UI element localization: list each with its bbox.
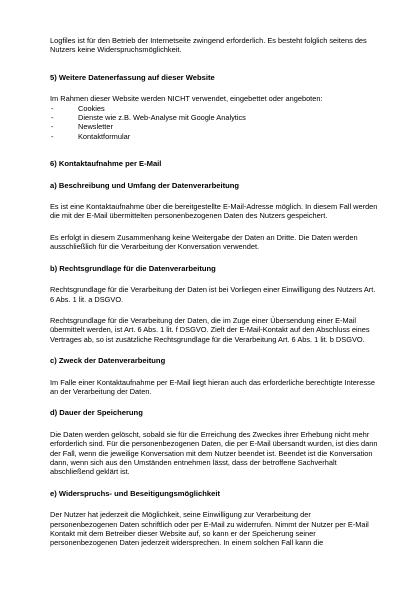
list-item-text: Kontaktformular [78, 131, 131, 141]
section-6 [50, 159, 380, 548]
paragraph: Im Falle einer Kontaktaufnahme per E-Mail liegt hieran auch das erforderliche berechtigte Interesse an der Verarbeitung der Daten. [50, 377, 375, 396]
paragraph: Es ist eine Kontaktaufnahme über die bereitgestellte E-Mail-Adresse möglich. In diesem Fall werden die mit der E-Mail übermittelten personenbezogenen Daten des Nutzers gespeichert. [50, 202, 378, 221]
list-item [50, 132, 380, 141]
section-6-heading: 6) Kontaktaufnahme per E-Mail [50, 159, 162, 169]
section-5 [50, 73, 380, 141]
intro-paragraph: Logfiles ist für den Betrieb der Internetseite zwingend erforderlich. Es besteht folglich seitens des Nutzers keine Widerspruchsmöglichkeit. [50, 36, 367, 55]
list-item [50, 122, 380, 131]
list-marker: - [51, 113, 54, 123]
list-item-text: Newsletter [78, 122, 113, 132]
document-page [50, 36, 380, 560]
list-item [50, 104, 380, 113]
subsection-e-heading: e) Widerspruchs- und Beseitigungsmöglichkeit [50, 488, 220, 498]
section-5-list [50, 104, 380, 142]
list-marker: - [51, 103, 54, 113]
paragraph: Es erfolgt in diesem Zusammenhang keine Weitergabe der Daten an Dritte. Die Daten werden ausschließlich für die Verarbeitung der Konversation verwendet. [50, 232, 358, 252]
paragraph: Rechtsgrundlage für die Verarbeitung der Daten, die im Zuge einer Übersendung einer E-Mail übermittelt werden, ist Art. 6 Abs. 1 lit. f DSGVO. Zielt der E-Mail-Kontakt auf den Abschluss eines Vertrages ab, so ist zusätzliche Rechtsgrundlage für die Verarbeitung Art. 6 Abs. 1 lit. b DSGVO. [50, 315, 370, 344]
list-item-text: Cookies [78, 103, 105, 113]
paragraph: Rechtsgrundlage für die Verarbeitung der Daten ist bei Vorliegen einer Einwilligung des Nutzers Art. 6 Abs. 1 lit. a DSGVO. [50, 285, 376, 304]
list-item-text: Dienste wie z.B. Web-Analyse mit Google Analytics [78, 113, 246, 123]
list-marker: - [51, 131, 54, 141]
section-5-intro: Im Rahmen dieser Website werden NICHT verwendet, eingebettet oder angeboten: [50, 94, 323, 104]
list-marker: - [51, 122, 54, 132]
paragraph: Die Daten werden gelöscht, sobald sie für die Erreichung des Zweckes ihrer Erhebung nicht mehr erforderlich sind. Für die personenbezogenen Daten, die per E-Mail übersandt wurden, ist dies dann der Fall, wenn die jeweilige Konversation mit dem Nutzer beendet ist. Beendet ist die Konversation dann, wenn sich aus den Umständen entnehmen lässt, dass der betroffene Sachverhalt abschließend geklärt ist. [50, 429, 378, 477]
list-item [50, 113, 380, 122]
section-5-heading: 5) Weitere Datenerfassung auf dieser Website [50, 72, 215, 82]
subsection-d-heading: d) Dauer der Speicherung [50, 408, 143, 418]
subsection-b-heading: b) Rechtsgrundlage für die Datenverarbeitung [50, 263, 216, 273]
paragraph: Der Nutzer hat jederzeit die Möglichkeit, seine Einwilligung zur Verarbeitung der personenbezogenen Daten schriftlich oder per E-Mail zu widerrufen. Nimmt der Nutzer per E-Mail Kontakt mit dem Betreiber dieser Website auf, so kann er der Speicherung seiner personenbezogenen Daten jederzeit widersprechen. In einem solchen Fall kann die [50, 510, 369, 548]
subsection-a-heading: a) Beschreibung und Umfang der Datenverarbeitung [50, 180, 240, 190]
subsection-c-heading: c) Zweck der Datenverarbeitung [50, 356, 166, 366]
